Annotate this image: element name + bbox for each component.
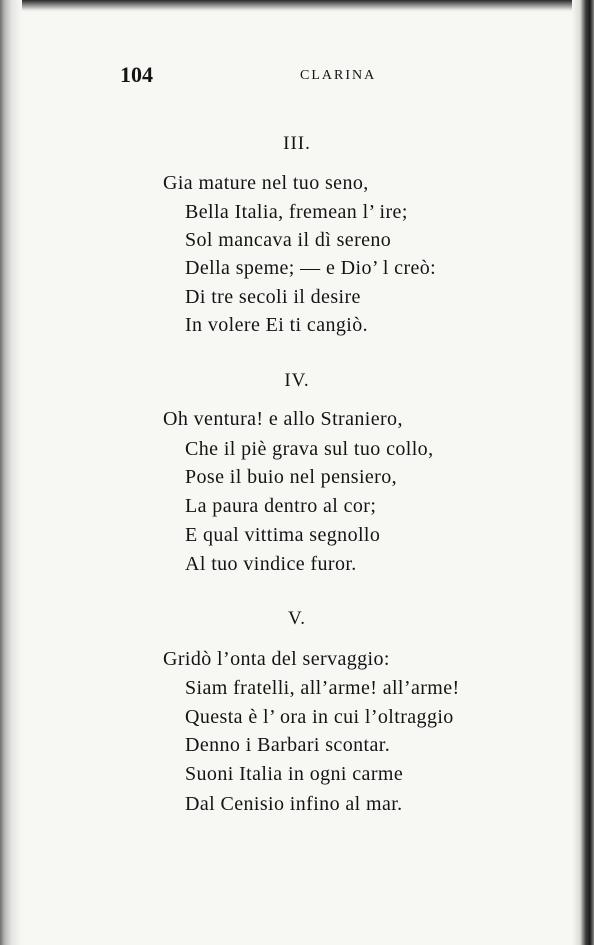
running-head	[0, 62, 594, 92]
verse-line: Bella Italia, fremean l’ ire;	[185, 201, 408, 223]
verse-line: Suoni Italia in ogni carme	[185, 763, 404, 785]
verse-line: La paura dentro al cor;	[185, 495, 377, 517]
verse-line: Oh ventura! e allo Straniero,	[163, 408, 403, 430]
stanza-heading: III.	[283, 133, 311, 154]
verse-line: Gia mature nel tuo seno,	[163, 172, 369, 194]
verse-line: Della speme; — e Dio’ l creò:	[185, 257, 437, 279]
verse-line: In volere Ei ti cangiò.	[185, 314, 369, 336]
verse-line: Siam fratelli, all’arme! all’arme!	[185, 677, 460, 699]
verse-line: Che il piè grava sul tuo collo,	[185, 438, 434, 460]
verse-line: Di tre secoli il desire	[185, 286, 361, 308]
verse-line: Sol mancava il dì sereno	[185, 229, 392, 251]
stanza-heading: IV.	[284, 370, 310, 391]
running-title: CLARINA	[300, 68, 377, 83]
verse-line: Gridò l’onta del servaggio:	[163, 648, 390, 670]
verse-line: Denno i Barbari scontar.	[185, 734, 391, 756]
scan-top-edge	[0, 0, 594, 12]
verse-line: Dal Cenisio infino al mar.	[185, 793, 403, 815]
verse-line: Al tuo vindice furor.	[185, 553, 357, 575]
verse-line: Questa è l’ ora in cui l’oltraggio	[185, 706, 454, 728]
stanza-heading: V.	[287, 608, 307, 629]
verse-line: E qual vittima segnollo	[185, 524, 381, 546]
verse-line: Pose il buio nel pensiero,	[185, 466, 398, 488]
page-number: 104	[120, 62, 153, 87]
